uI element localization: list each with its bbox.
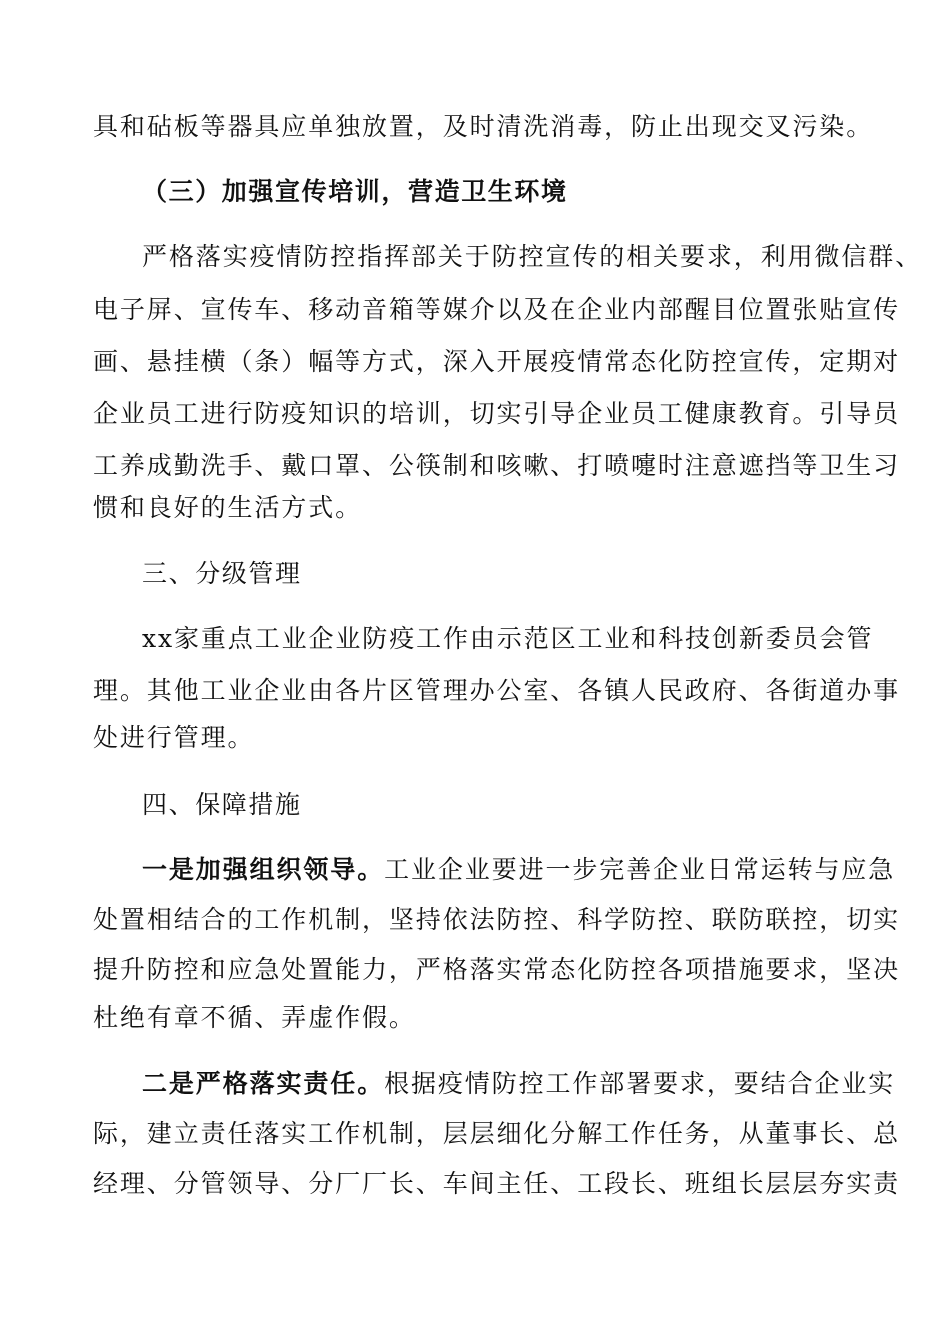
paragraph-text: 根据疫情防控工作部署要求，要结合企业实 xyxy=(384,1069,896,1098)
section-heading: 四、保障措施 xyxy=(142,790,302,819)
lead-phrase: 二是严格落实责任。 xyxy=(142,1069,385,1098)
paragraph-line: 电子屏、宣传车、移动音箱等媒介以及在企业内部醒目位置张贴宣传 xyxy=(93,295,901,324)
lead-phrase: 一是加强组织领导。 xyxy=(142,855,385,884)
paragraph-line: 处进行管理。 xyxy=(93,723,255,752)
section-subheading: （三）加强宣传培训，营造卫生环境 xyxy=(142,177,568,206)
paragraph-line: 惯和良好的生活方式。 xyxy=(93,493,363,522)
paragraph-line xyxy=(142,1069,895,1099)
paragraph-line: 具和砧板等器具应单独放置，及时清洗消毒，防止出现交叉污染。 xyxy=(93,112,874,141)
paragraph-line: 理。其他工业企业由各片区管理办公室、各镇人民政府、各街道办事 xyxy=(93,676,901,705)
paragraph-line: 工养成勤洗手、戴口罩、公筷制和咳嗽、打喷嚏时注意遮挡等卫生习 xyxy=(93,451,901,480)
paragraph-line: 画、悬挂横（条）幅等方式，深入开展疫情常态化防控宣传，定期对 xyxy=(93,347,901,376)
paragraph-line: 企业员工进行防疫知识的培训，切实引导企业员工健康教育。引导员 xyxy=(93,399,901,428)
paragraph-line: 严格落实疫情防控指挥部关于防控宣传的相关要求，利用微信群、 xyxy=(142,242,923,271)
paragraph-text: 工业企业要进一步完善企业日常运转与应急 xyxy=(384,855,896,884)
paragraph-line xyxy=(142,855,895,885)
paragraph-line: 经理、分管领导、分厂厂长、车间主任、工段长、班组长层层夯实责 xyxy=(93,1169,901,1198)
paragraph-line: 杜绝有章不循、弄虚作假。 xyxy=(93,1003,416,1032)
paragraph-line: 提升防控和应急处置能力，严格落实常态化防控各项措施要求，坚决 xyxy=(93,955,901,984)
paragraph-line: 际，建立责任落实工作机制，层层细化分解工作任务，从董事长、总 xyxy=(93,1119,901,1148)
section-heading: 三、分级管理 xyxy=(142,559,302,588)
paragraph-line: xx家重点工业企业防疫工作由示范区工业和科技创新委员会管 xyxy=(142,624,874,653)
paragraph-line: 处置相结合的工作机制，坚持依法防控、科学防控、联防联控，切实 xyxy=(93,905,901,934)
